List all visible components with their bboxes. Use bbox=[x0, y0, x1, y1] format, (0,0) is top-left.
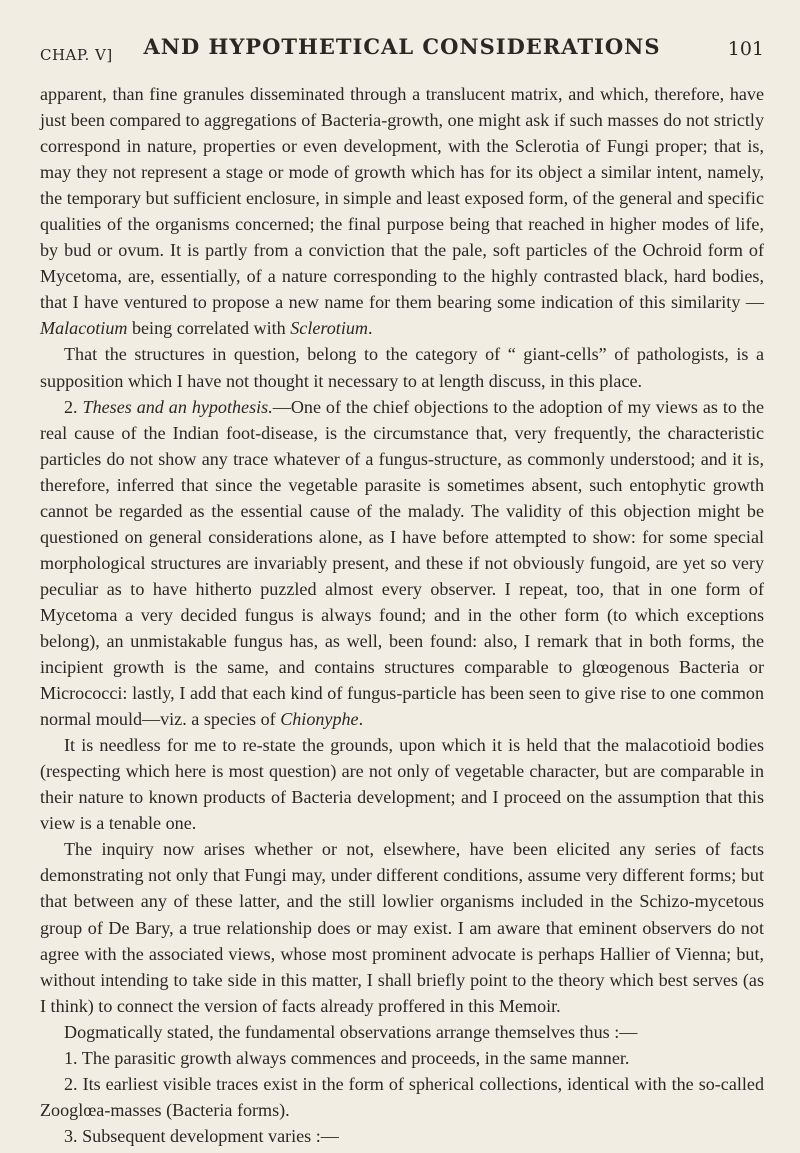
italic-term: Chionyphe bbox=[280, 709, 359, 730]
paragraph-6: Dogmatically stated, the fundamental observations arrange themselves thus :— bbox=[64, 1021, 638, 1042]
running-title: AND HYPOTHETICAL CONSIDERATIONS bbox=[143, 34, 661, 59]
list-item-1: 1. The parasitic growth always commences and proceeds, in the same manner. bbox=[64, 1047, 630, 1068]
section-heading: Theses and an hypothesis. bbox=[82, 396, 273, 417]
chapter-label: CHAP. V] bbox=[40, 46, 113, 64]
paragraph-2: That the structures in question, belong to the category of “ giant-cells” of pathologists, is a supposition which I have not thought it necessary to at length discuss, in this place. bbox=[40, 344, 764, 391]
running-header bbox=[40, 30, 764, 70]
paragraph-4: It is needless for me to re-state the grounds, upon which it is held that the malacotioid bodies (respecting which here is most question) are not only of vegetable character, but are comparable in their nature to known products of Bacteria development; and I proceed on the assumption that this view is a tenable one. bbox=[40, 735, 764, 834]
paragraph-1: apparent, than fine granules disseminated through a translucent matrix, and which, therefore, have just been compared to aggregations of Bacteria-growth, one might ask if such masses do not strictly correspond in nature, properties or even development, with the Sclerotia of Fungi proper; that is, may they not represent a stage or mode of growth which has for its object a similar intent, namely, the temporary but sufficient enclosure, in simple and least exposed form, of the general and specific qualities of the organisms concerned; the final purpose being that reached in higher modes of life, by bud or ovum. It is partly from a conviction that the pale, soft particles of the Ochroid form of Mycetoma, are, essentially, of a nature corresponding to the highly contrasted black, hard bodies, that I have ventured to propose a new name for them bearing some indication of this similarity —Malacotium being correlated with Sclerotium. bbox=[40, 84, 764, 339]
list-item-3: 3. Subsequent development varies :— bbox=[64, 1125, 339, 1146]
page-number: 101 bbox=[727, 38, 764, 60]
list-item-2: 2. Its earliest visible traces exist in the form of spherical collections, identical with the so-called Zooglœa-masses (Bacteria forms). bbox=[40, 1073, 764, 1120]
italic-term: Sclerotium bbox=[290, 318, 368, 339]
page-body bbox=[40, 81, 764, 1149]
italic-term: Malacotium bbox=[40, 318, 128, 339]
paragraph-3: 2. Theses and an hypothesis.—One of the chief objections to the adoption of my views as to the real cause of the Indian foot-disease, is the circumstance that, very frequently, the characteristic particles do not show any trace whatever of a fungus-structure, as commonly understood; and it is, therefore, inferred that since the vegetable parasite is sometimes absent, such entophytic growth cannot be regarded as the essential cause of the malady. The validity of this objection might be questioned on general considerations alone, as I have before attempted to show: for some special morphological structures are invariably present, and these if not obviously fungoid, are yet so very peculiar as to have hitherto puzzled almost every observer. I repeat, too, that in one form of Mycetoma a very decided fungus is always found; and in the other form (to which exceptions belong), an unmistakable fungus has, as well, been found: also, I remark that in both forms, the incipient growth is the same, and contains structures comparable to glœogenous Bacteria or Micrococci: lastly, I add that each kind of fungus-particle has been seen to give rise to one common normal mould—viz. a species of Chionyphe. bbox=[40, 396, 765, 730]
paragraph-5: The inquiry now arises whether or not, elsewhere, have been elicited any series of facts demonstrating not only that Fungi may, under different conditions, assume very different forms; but that between any of these latter, and the still lowlier organisms included in the Schizo-mycetous group of De Bary, a true relationship does or may exist. I am aware that eminent observers do not agree with the associated views, whose most prominent advocate is perhaps Hallier of Vienna; but, without intending to take side in this matter, I shall briefly point to the theory which best serves (as I think) to connect the version of facts already proffered in this Memoir. bbox=[40, 839, 764, 1016]
